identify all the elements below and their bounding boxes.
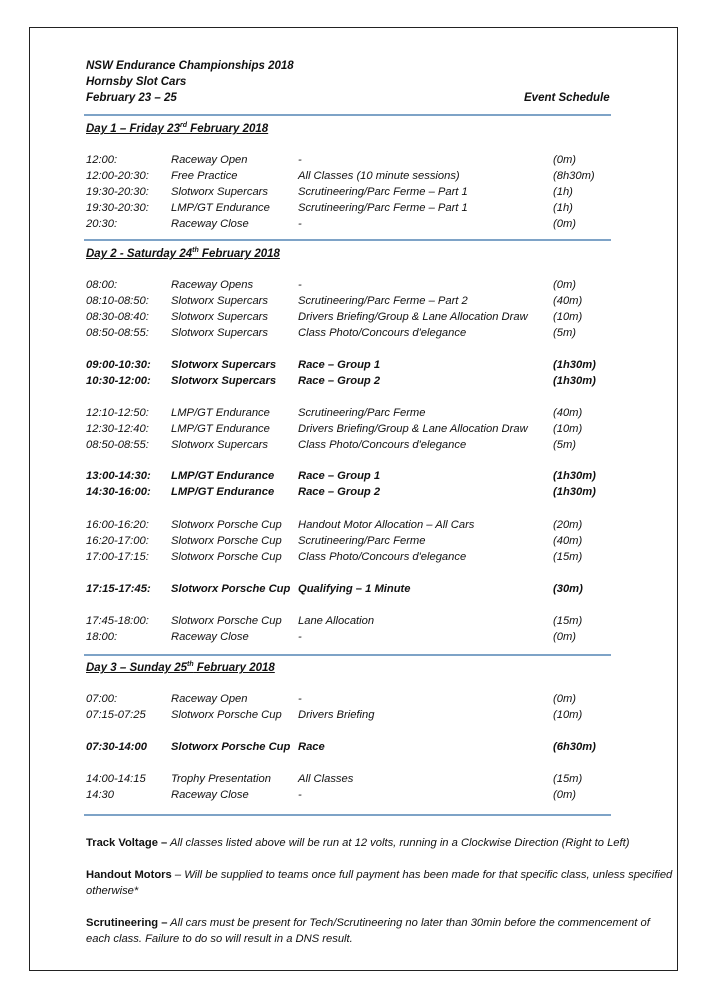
row-activity: Race – Group 1 [298, 359, 381, 371]
row-class: Slotworx Porsche Cup [171, 551, 282, 563]
row-class: Slotworx Supercars [171, 359, 277, 371]
row-activity: Drivers Briefing/Group & Lane Allocation Draw [298, 423, 528, 435]
schedule-row [86, 218, 611, 233]
row-activity: - [298, 693, 302, 705]
day-heading [86, 248, 280, 260]
row-duration: (15m) [553, 551, 583, 563]
schedule-row [86, 375, 611, 390]
day-heading-month: February 2018 [198, 248, 280, 260]
day-heading-text: Day 1 – Friday 23 [86, 123, 180, 135]
row-activity: All Classes [298, 773, 354, 785]
section-rule [84, 239, 611, 241]
note-paragraph [86, 915, 676, 947]
day-heading-text: Day 2 - Saturday 24 [86, 248, 193, 260]
row-duration: (30m) [553, 583, 583, 595]
schedule-row [86, 615, 611, 630]
note-text: All cars must be present for Tech/Scrutineering no later than 30min before the commencement of each class. Failure to do so will result in a DNS result. [86, 917, 650, 945]
event-dates: February 23 – 25 [86, 92, 177, 104]
row-time: 19:30-20:30: [86, 202, 149, 214]
row-class: Slotworx Porsche Cup [171, 741, 291, 753]
row-time: 07:30-14:00 [86, 741, 147, 753]
row-time: 17:45-18:00: [86, 615, 149, 627]
row-class: Slotworx Porsche Cup [171, 615, 282, 627]
row-time: 13:00-14:30: [86, 470, 151, 482]
row-activity: All Classes (10 minute sessions) [298, 170, 460, 182]
row-activity: Class Photo/Concours d'elegance [298, 327, 467, 339]
day-heading [86, 662, 275, 674]
row-activity: - [298, 789, 302, 801]
row-time: 17:00-17:15: [86, 551, 149, 563]
row-activity: Race – Group 2 [298, 375, 381, 387]
row-duration: (6h30m) [553, 741, 596, 753]
schedule-row [86, 583, 611, 598]
schedule-row [86, 789, 611, 804]
row-time: 19:30-20:30: [86, 186, 149, 198]
note-label: Handout Motors [86, 869, 172, 881]
schedule-row [86, 470, 611, 485]
section-rule [84, 114, 611, 116]
row-duration: (1h30m) [553, 486, 596, 498]
row-duration: (40m) [553, 295, 583, 307]
row-duration: (0m) [553, 693, 576, 705]
venue-name: Hornsby Slot Cars [86, 76, 187, 88]
schedule-row [86, 407, 611, 422]
schedule-row [86, 551, 611, 566]
row-class: Slotworx Porsche Cup [171, 519, 282, 531]
row-duration: (1h) [553, 186, 573, 198]
row-time: 14:30-16:00: [86, 486, 151, 498]
schedule-label: Event Schedule [524, 92, 610, 104]
row-class: LMP/GT Endurance [171, 470, 275, 482]
row-activity: Race – Group 1 [298, 470, 381, 482]
row-activity: Race [298, 741, 325, 753]
day-heading-month: February 2018 [193, 662, 275, 674]
row-time: 07:15-07:25 [86, 709, 146, 721]
schedule-row [86, 631, 611, 646]
row-time: 08:50-08:55: [86, 327, 149, 339]
row-activity: Scrutineering/Parc Ferme – Part 2 [298, 295, 468, 307]
row-class: LMP/GT Endurance [171, 407, 270, 419]
schedule-row [86, 154, 611, 169]
row-activity: Drivers Briefing [298, 709, 375, 721]
row-time: 14:00-14:15 [86, 773, 146, 785]
section-rule [84, 654, 611, 656]
row-activity: Class Photo/Concours d'elegance [298, 551, 467, 563]
row-duration: (15m) [553, 773, 583, 785]
row-time: 10:30-12:00: [86, 375, 151, 387]
row-duration: (1h30m) [553, 470, 596, 482]
schedule-row [86, 170, 611, 185]
row-duration: (10m) [553, 709, 583, 721]
schedule-row [86, 773, 611, 788]
row-class: Slotworx Supercars [171, 439, 268, 451]
row-duration: (5m) [553, 327, 576, 339]
row-duration: (1h30m) [553, 375, 596, 387]
row-time: 07:00: [86, 693, 118, 705]
row-duration: (0m) [553, 218, 576, 230]
note-paragraph [86, 867, 676, 899]
row-duration: (10m) [553, 311, 583, 323]
row-class: Raceway Open [171, 693, 248, 705]
note-label: Track Voltage – [86, 837, 168, 849]
row-class: Slotworx Porsche Cup [171, 709, 282, 721]
row-time: 12:00-20:30: [86, 170, 149, 182]
day-heading [86, 123, 268, 135]
schedule-row [86, 423, 611, 438]
row-class: Slotworx Supercars [171, 311, 268, 323]
row-time: 17:15-17:45: [86, 583, 151, 595]
day-heading-ordinal: th [192, 247, 199, 254]
row-class: LMP/GT Endurance [171, 423, 270, 435]
schedule-row [86, 693, 611, 708]
row-activity: Lane Allocation [298, 615, 375, 627]
row-activity: - [298, 218, 302, 230]
row-activity: - [298, 631, 302, 643]
row-duration: (40m) [553, 535, 583, 547]
day-heading-month: February 2018 [186, 123, 269, 135]
row-duration: (1h) [553, 202, 573, 214]
row-time: 08:50-08:55: [86, 439, 149, 451]
row-activity: Handout Motor Allocation – All Cars [298, 519, 475, 531]
row-class: Raceway Opens [171, 279, 254, 291]
section-rule [84, 814, 611, 816]
row-duration: (10m) [553, 423, 583, 435]
schedule-row [86, 186, 611, 201]
row-activity: - [298, 154, 302, 166]
row-duration: (0m) [553, 154, 576, 166]
row-time: 08:30-08:40: [86, 311, 149, 323]
row-duration: (0m) [553, 279, 576, 291]
row-activity: Class Photo/Concours d'elegance [298, 439, 467, 451]
row-class: LMP/GT Endurance [171, 486, 275, 498]
row-time: 18:00: [86, 631, 118, 643]
row-class: Raceway Open [171, 154, 248, 166]
row-duration: (0m) [553, 789, 576, 801]
row-activity: Race – Group 2 [298, 486, 381, 498]
schedule-row [86, 741, 611, 756]
row-time: 09:00-10:30: [86, 359, 151, 371]
note-text: – Will be supplied to teams once full payment has been made for that specific class, unless specified otherwise* [86, 869, 673, 897]
row-activity: Drivers Briefing/Group & Lane Allocation Draw [298, 311, 528, 323]
row-activity: Scrutineering/Parc Ferme – Part 1 [298, 186, 468, 198]
row-activity: Scrutineering/Parc Ferme [298, 535, 426, 547]
note-text: All classes listed above will be run at 12 volts, running in a Clockwise Direction (Right to Left) [167, 837, 630, 849]
schedule-row [86, 439, 611, 454]
row-duration: (1h30m) [553, 359, 596, 371]
row-class: Slotworx Porsche Cup [171, 583, 291, 595]
row-time: 12:10-12:50: [86, 407, 149, 419]
row-duration: (15m) [553, 615, 583, 627]
row-class: Raceway Close [171, 218, 249, 230]
row-class: Slotworx Supercars [171, 327, 268, 339]
row-class: Raceway Close [171, 789, 249, 801]
row-activity: - [298, 279, 302, 291]
schedule-row [86, 519, 611, 534]
row-duration: (5m) [553, 439, 576, 451]
day-heading-text: Day 3 – Sunday 25 [86, 662, 187, 674]
row-activity: Scrutineering/Parc Ferme [298, 407, 426, 419]
day-heading-ordinal: rd [179, 122, 187, 129]
row-class: LMP/GT Endurance [171, 202, 270, 214]
row-class: Slotworx Porsche Cup [171, 535, 282, 547]
event-title: NSW Endurance Championships 2018 [86, 60, 294, 72]
row-class: Trophy Presentation [171, 773, 271, 785]
schedule-row [86, 535, 611, 550]
row-activity: Qualifying – 1 Minute [298, 583, 411, 595]
row-time: 12:30-12:40: [86, 423, 149, 435]
day-heading-ordinal: th [187, 661, 194, 668]
row-time: 08:10-08:50: [86, 295, 149, 307]
schedule-row [86, 327, 611, 342]
row-duration: (0m) [553, 631, 576, 643]
row-time: 20:30: [86, 218, 118, 230]
row-duration: (20m) [553, 519, 583, 531]
row-time: 08:00: [86, 279, 118, 291]
schedule-row [86, 295, 611, 310]
schedule-row [86, 709, 611, 724]
row-duration: (8h30m) [553, 170, 595, 182]
row-activity: Scrutineering/Parc Ferme – Part 1 [298, 202, 468, 214]
row-duration: (40m) [553, 407, 583, 419]
row-class: Free Practice [171, 170, 238, 182]
row-class: Slotworx Supercars [171, 186, 268, 198]
schedule-row [86, 311, 611, 326]
schedule-row [86, 279, 611, 294]
row-time: 16:20-17:00: [86, 535, 149, 547]
row-class: Slotworx Supercars [171, 295, 268, 307]
note-label: Scrutineering – [86, 917, 168, 929]
schedule-row [86, 486, 611, 501]
row-time: 16:00-16:20: [86, 519, 149, 531]
schedule-row [86, 202, 611, 217]
row-time: 12:00: [86, 154, 118, 166]
schedule-row [86, 359, 611, 374]
row-class: Raceway Close [171, 631, 249, 643]
note-paragraph [86, 835, 676, 851]
row-time: 14:30 [86, 789, 114, 801]
row-class: Slotworx Supercars [171, 375, 277, 387]
